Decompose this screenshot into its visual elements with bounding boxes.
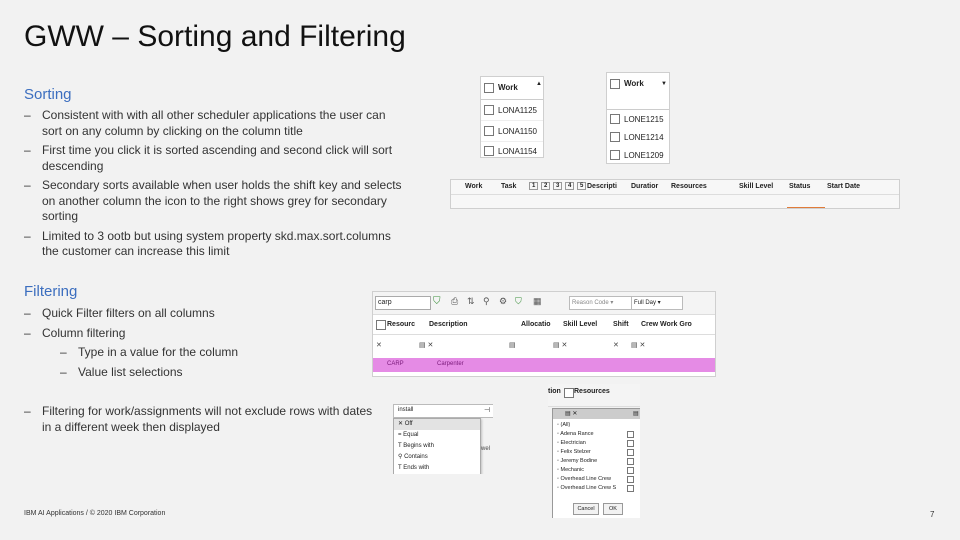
value-list-dropdown: [552, 408, 640, 518]
work-cell: LONE1209: [624, 151, 664, 160]
filter-grid-screenshot: [372, 291, 716, 377]
table-row[interactable]: [373, 358, 715, 372]
work-cell: LONA1125: [498, 106, 537, 115]
sorting-bullet: – Limited to 3 ootb but using system property skd.max.sort.columns the customer can increase this limit: [24, 228, 391, 258]
item-checkbox[interactable]: [627, 449, 634, 456]
sort-up-icon: ▲: [536, 81, 542, 87]
select-all-checkbox[interactable]: [484, 83, 494, 93]
sort-order-badge: 5: [577, 182, 586, 190]
row-checkbox[interactable]: [484, 105, 494, 115]
description-cell: Carpenter: [437, 361, 464, 367]
menu-item-begins-with[interactable]: T Begins with: [398, 443, 434, 449]
reason-code-dropdown[interactable]: Reason Code ▾: [569, 296, 633, 310]
item-checkbox[interactable]: [627, 476, 634, 483]
ok-button[interactable]: OK: [603, 503, 623, 515]
value-list-screenshot: [548, 384, 640, 518]
column-header-work[interactable]: Work: [624, 79, 644, 88]
column-header[interactable]: Resources: [671, 183, 707, 190]
work-cell: LONE1214: [624, 133, 664, 142]
row-checkbox[interactable]: [610, 132, 620, 142]
sorting-bullet: – Secondary sorts available when user holds the shift key and selects on another column the icon to the right shows grey for secondary sorting: [24, 178, 402, 223]
column-header[interactable]: Skill Level: [563, 321, 598, 328]
filtering-bullets: [24, 306, 364, 380]
toolbar-icon[interactable]: ⎙: [451, 296, 459, 306]
column-header[interactable]: Allocatio: [521, 321, 551, 328]
clear-icon[interactable]: ✕: [613, 342, 619, 349]
column-header[interactable]: Shift: [613, 321, 629, 328]
filter-menu-icon[interactable]: ▤ ✕: [565, 411, 578, 417]
value-list-item[interactable]: ◦ Jeremy Bodine: [553, 457, 640, 466]
page-number: 7: [930, 510, 935, 519]
select-all-checkbox[interactable]: [610, 79, 620, 89]
column-header[interactable]: Start Date: [827, 183, 861, 190]
sorting-bullets: [24, 108, 404, 260]
filter-menu-icon[interactable]: ▤: [633, 411, 639, 417]
column-header[interactable]: tion: [548, 388, 561, 395]
value-list-item[interactable]: ◦ Electrician: [553, 439, 640, 448]
menu-item-ends-with[interactable]: T Ends with: [398, 465, 430, 471]
operator-menu-screenshot: [393, 404, 493, 474]
background-cell-text: wel: [481, 446, 491, 452]
row-checkbox[interactable]: [484, 146, 494, 156]
item-checkbox[interactable]: [627, 458, 634, 465]
column-header-resources[interactable]: Resources: [574, 388, 610, 395]
sort-order-badge: 4: [565, 182, 574, 190]
resource-cell: CARP: [387, 361, 404, 367]
column-header[interactable]: Status: [789, 183, 811, 190]
filter-value-input[interactable]: install: [398, 407, 414, 413]
filtering-note: – Filtering for work/assignments will not exclude rows with dates in a different week then displayed: [24, 404, 373, 434]
menu-item-off[interactable]: ✕ Off: [394, 419, 480, 430]
slide-title: GWW – Sorting and Filtering: [24, 20, 406, 53]
toolbar-icon[interactable]: ⚙: [499, 296, 508, 306]
filtering-sub-bullet: – Value list selections: [60, 364, 183, 379]
row-checkbox[interactable]: [610, 114, 620, 124]
active-sort-indicator: [787, 207, 825, 208]
sort-order-badge: 2: [541, 182, 550, 190]
column-header[interactable]: Task: [501, 183, 517, 190]
work-cell: LONA1150: [498, 127, 537, 136]
cancel-button[interactable]: Cancel: [573, 503, 599, 515]
item-checkbox[interactable]: [627, 485, 634, 492]
filter-menu-icon[interactable]: ▤ ✕: [631, 342, 646, 349]
sort-ascending-screenshot: [480, 76, 544, 158]
clear-filter-icon[interactable]: ⛉: [515, 296, 522, 306]
work-cell: LONE1215: [624, 115, 664, 124]
column-header[interactable]: Work: [465, 183, 483, 190]
menu-item-contains[interactable]: ⚲ Contains: [398, 454, 428, 460]
column-filter-row: [373, 340, 715, 352]
filtering-bullet: – Quick Filter filters on all columns: [24, 306, 215, 320]
toolbar-icon[interactable]: ⚲: [483, 296, 490, 306]
filtering-bullet: – Column filtering: [24, 325, 126, 340]
work-cell: LONA1154: [498, 147, 537, 156]
operator-dropdown: [393, 418, 481, 474]
item-checkbox[interactable]: [627, 440, 634, 447]
filtering-sub-bullet: – Type in a value for the column: [60, 345, 239, 359]
row-checkbox[interactable]: [484, 126, 494, 136]
value-list-item[interactable]: ◦ Felix Stelzer: [553, 448, 640, 457]
column-header[interactable]: Descripti: [587, 183, 617, 190]
sort-order-badge: 3: [553, 182, 562, 190]
sort-order-badge: 1: [529, 182, 538, 190]
item-checkbox[interactable]: [627, 467, 634, 474]
filter-menu-icon[interactable]: ▤ ✕: [419, 342, 434, 349]
value-list-item[interactable]: ◦ Mechanic: [553, 466, 640, 475]
column-header[interactable]: Skill Level: [739, 183, 774, 190]
item-checkbox[interactable]: [627, 431, 634, 438]
filtering-heading: Filtering: [24, 283, 78, 300]
sort-down-icon: ▼: [661, 81, 667, 87]
sorting-heading: Sorting: [24, 86, 72, 103]
sorting-bullet: – Consistent with with all other scheduler applications the user can sort on any column by clicking on the column title: [24, 108, 386, 138]
row-checkbox[interactable]: [610, 150, 620, 160]
value-list-item[interactable]: ◦ Overhead Line Crew: [553, 475, 640, 484]
toolbar-icon[interactable]: ⇅: [467, 296, 475, 306]
column-header[interactable]: Duratior: [631, 183, 659, 190]
quick-filter-input[interactable]: carp: [375, 296, 431, 310]
value-list-item[interactable]: ◦ Overhead Line Crew S: [553, 484, 640, 493]
column-header-work[interactable]: Work: [498, 83, 518, 92]
menu-item-equal[interactable]: = Equal: [398, 432, 419, 438]
day-dropdown[interactable]: Full Day ▾: [631, 296, 683, 310]
footer-copyright: IBM AI Applications / © 2020 IBM Corporation: [24, 510, 166, 517]
filter-icon[interactable]: ⛉: [433, 296, 441, 307]
sorting-bullet: – First time you click it is sorted ascending and second click will sort descending: [24, 143, 393, 173]
column-header[interactable]: Resourc: [387, 321, 416, 328]
value-list-item[interactable]: ◦ Adena Rance: [553, 430, 640, 439]
value-list-item[interactable]: ◦ (All): [557, 422, 571, 428]
column-header[interactable]: Crew Work Gro: [641, 321, 692, 328]
filter-menu-icon[interactable]: ⊣: [484, 407, 491, 414]
toolbar-icon[interactable]: ▦: [533, 296, 542, 306]
clear-icon[interactable]: ✕: [376, 342, 382, 349]
multi-sort-columns-screenshot: [450, 179, 900, 209]
select-all-checkbox[interactable]: [564, 388, 574, 398]
sort-descending-screenshot: [606, 72, 670, 164]
filter-menu-icon[interactable]: ▤: [509, 342, 516, 349]
select-all-checkbox[interactable]: [376, 320, 386, 330]
filter-menu-icon[interactable]: ▤ ✕: [553, 342, 568, 349]
column-header[interactable]: Description: [429, 321, 468, 328]
